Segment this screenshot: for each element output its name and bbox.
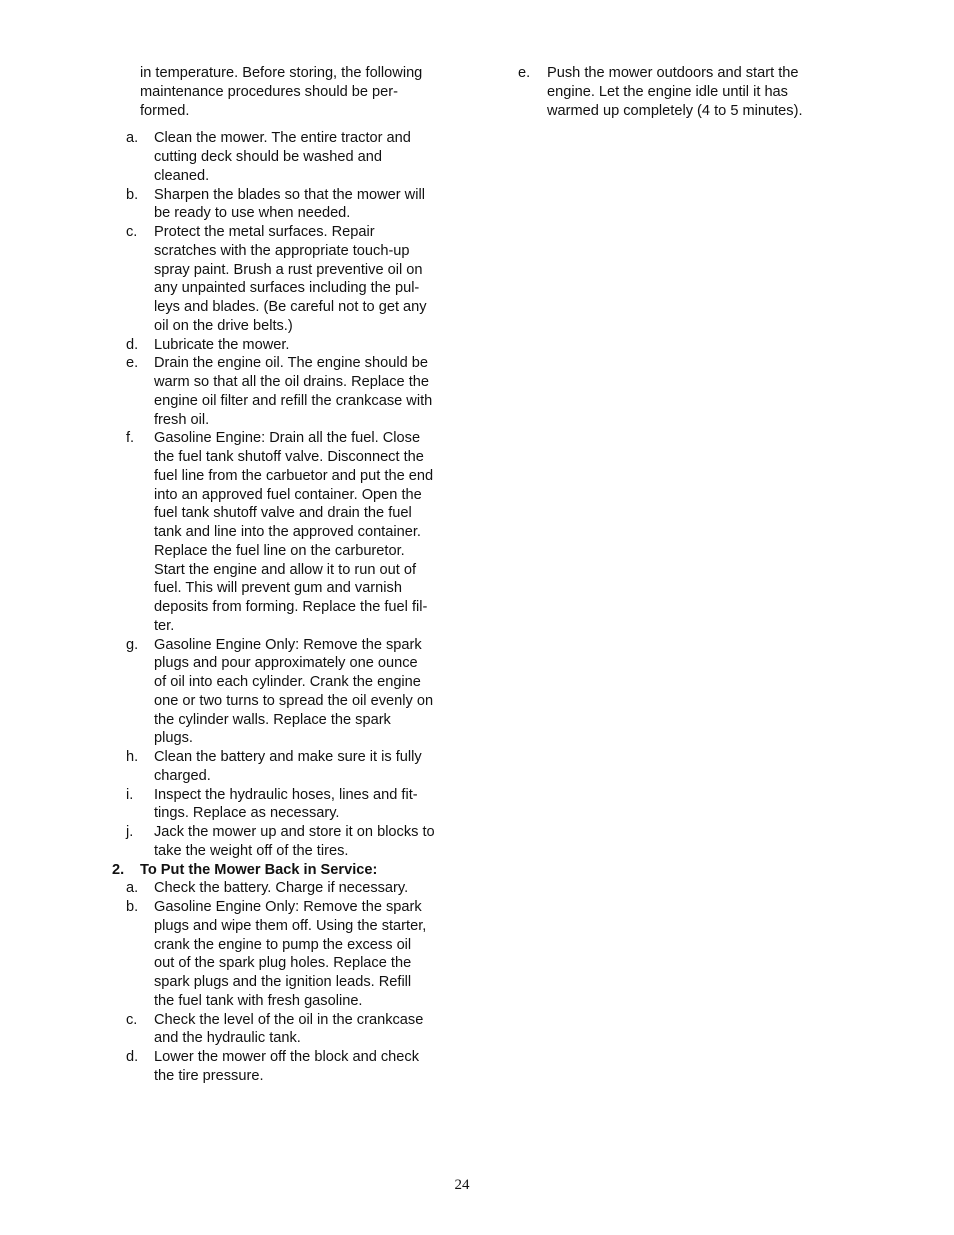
list-item <box>112 129 452 185</box>
list-item-letter: d. <box>126 1049 139 1065</box>
list-item-text: Clean the mower. The entire tractor and cutting deck should be washed and cleaned. <box>154 130 411 184</box>
list-item-letter: c. <box>126 224 138 240</box>
list-item-letter: h. <box>126 749 139 765</box>
right-column <box>518 64 828 120</box>
list-item-letter: a. <box>126 880 139 897</box>
list-item <box>112 336 452 355</box>
list-item <box>112 748 452 786</box>
list-item-text: Push the mower outdoors and start the engine. Let the engine idle until it has warmed up completely (4 to 5 minutes). <box>547 65 803 119</box>
list-item <box>112 354 452 429</box>
list-item <box>112 898 452 1011</box>
list-item-letter: f. <box>126 430 135 447</box>
list-item-letter: i. <box>126 786 134 803</box>
intro-continuation: in temperature. Before storing, the following maintenance procedures should be per- formed. <box>140 65 423 119</box>
list-item <box>112 429 452 635</box>
list-item <box>112 823 452 861</box>
list-item-text: Gasoline Engine: Drain all the fuel. Close the fuel tank shutoff valve. Disconnect the fuel line from the carbuetor and put the end into an approved fuel container. Open the fuel tank shutoff valve and drain the fuel tank and line into the approved container. Replace the fuel line on the carburetor. Start the engine and allow it to run out of fuel. This will prevent gum and varnish deposits from forming. Replace the fuel fil- ter. <box>154 430 434 634</box>
list-item <box>112 636 452 749</box>
list-item-text: Jack the mower up and store it on blocks to take the weight off of the tires. <box>154 824 435 859</box>
list-item-letter: e. <box>126 355 139 372</box>
left-column <box>112 64 452 1086</box>
list-item-letter: a. <box>126 130 139 147</box>
list-item-text: Check the level of the oil in the crankcase and the hydraulic tank. <box>154 1011 424 1047</box>
list-item <box>112 223 452 336</box>
list-item <box>112 1011 452 1049</box>
list-item <box>112 786 452 824</box>
list-item-letter: g. <box>126 636 139 653</box>
list-item-text: Sharpen the blades so that the mower will be ready to use when needed. <box>154 186 425 222</box>
list-item <box>112 879 452 898</box>
list-item-text: Inspect the hydraulic hoses, lines and fit- tings. Replace as necessary. <box>154 786 418 822</box>
list-item-letter: e. <box>518 65 531 81</box>
section-title: To Put the Mower Back in Service: <box>140 861 378 878</box>
service-steps-list <box>112 879 452 1085</box>
list-item-text: Gasoline Engine Only: Remove the spark plugs and wipe them off. Using the starter, crank the engine to pump the excess oil out of the spark plug holes. Replace the spark plugs and the ignition leads. Refill the fuel tank with fresh gasoline. <box>154 899 427 1009</box>
storage-steps-list <box>112 129 452 860</box>
list-item-text: Lubricate the mower. <box>154 336 290 353</box>
list-item-letter: j. <box>126 824 134 840</box>
list-item <box>112 1048 452 1086</box>
list-item <box>518 64 828 120</box>
list-item-letter: d. <box>126 336 139 353</box>
list-item-text: Drain the engine oil. The engine should be warm so that all the oil drains. Replace the engine oil filter and refill the crankcase with fresh oil. <box>154 355 433 428</box>
list-item-letter: b. <box>126 186 139 203</box>
section-heading <box>112 861 452 880</box>
list-item-text: Check the battery. Charge if necessary. <box>154 880 409 897</box>
list-item-letter: b. <box>126 899 139 915</box>
list-item-text: Gasoline Engine Only: Remove the spark plugs and pour approximately one ounce of oil into each cylinder. Crank the engine one or two turns to spread the oil evenly on the cylinder walls. Replace the spark plugs. <box>154 636 434 747</box>
list-item-text: Protect the metal surfaces. Repair scratches with the appropriate touch-up spray paint. Brush a rust preventive oil on any unpainted surfaces including the pul- leys and blades. (Be careful not to get any oil on the drive belts.) <box>154 224 427 334</box>
section-number: 2. <box>112 861 125 878</box>
list-item <box>112 186 452 224</box>
list-item-text: Lower the mower off the block and check the tire pressure. <box>154 1049 419 1084</box>
list-item-letter: c. <box>126 1011 138 1028</box>
page-number: 24 <box>454 1177 470 1193</box>
list-item-text: Clean the battery and make sure it is fully charged. <box>154 749 422 784</box>
